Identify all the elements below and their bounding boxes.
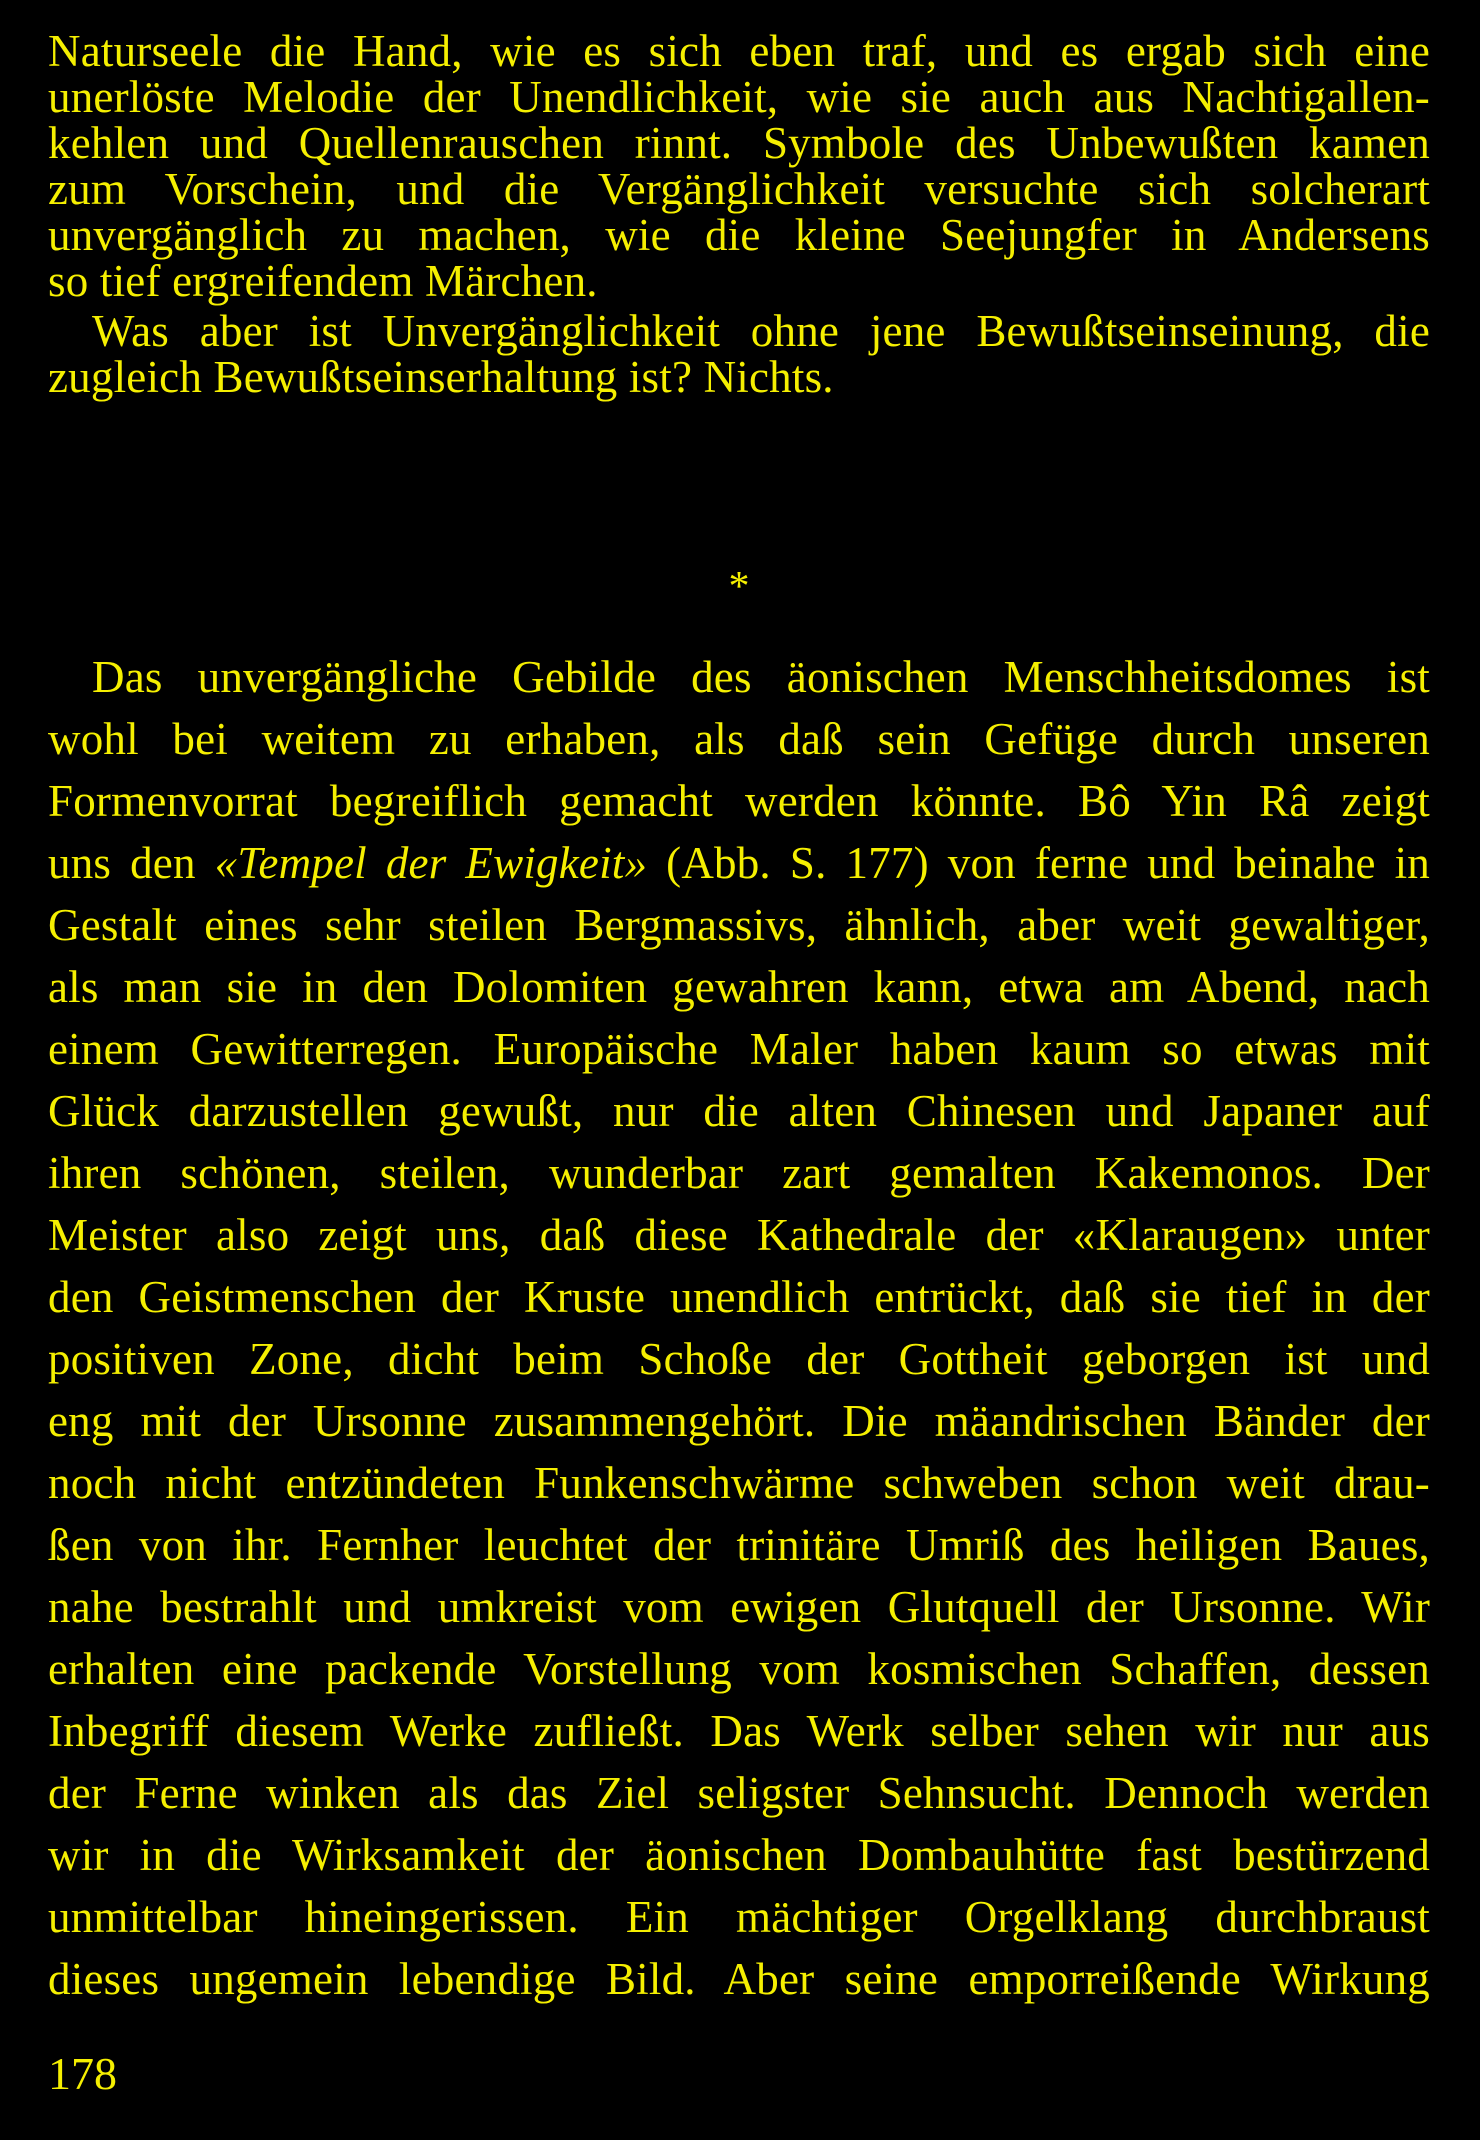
text-line: als man sie in den Dolomiten gewahren kann, etwa am Abend, nach [48,962,1430,1012]
text-line: so tief ergreifendem Märchen. [48,256,598,306]
text-line: positiven Zone, dicht beim Schoße der Gottheit geborgen ist und [48,1334,1430,1384]
text-line: der Ferne winken als das Ziel seligster Sehnsucht. Dennoch werden [48,1768,1430,1818]
text-segment: uns den [48,838,215,888]
text-line: dieses ungemein lebendige Bild. Aber seine emporreißende Wirkung [48,1954,1430,2004]
text-line: kehlen und Quellenrauschen rinnt. Symbole des Unbewußten kamen [48,118,1430,168]
text-line: unmittelbar hineingerissen. Ein mächtiger Orgelklang durchbraust [48,1892,1430,1942]
text-line: zugleich Bewußtseinserhaltung ist? Nichts. [48,352,834,402]
text-line: Gestalt eines sehr steilen Bergmassivs, ähnlich, aber weit gewaltiger, [48,900,1430,950]
page-number: 178 [48,2048,117,2099]
text-line: wohl bei weitem zu erhaben, als daß sein Gefüge durch unseren [48,714,1430,764]
text-line: unvergänglich zu machen, wie die kleine Seejungfer in Andersens [48,210,1430,260]
text-line: ßen von ihr. Fernher leuchtet der trinitäre Umriß des heiligen Baues, [48,1520,1430,1570]
text-line: zum Vorschein, und die Vergänglichkeit versuchte sich solcherart [48,164,1430,214]
text-line: Naturseele die Hand, wie es sich eben traf, und es ergab sich eine [48,26,1430,76]
text-line: einem Gewitterregen. Europäische Maler haben kaum so etwas mit [48,1024,1430,1074]
text-segment: (Abb. S. 177) von ferne und beinahe in [647,838,1430,888]
artwork-title: «Tempel der Ewigkeit» [214,838,648,888]
text-line: Inbegriff diesem Werke zufließt. Das Werk selber sehen wir nur aus [48,1706,1430,1756]
text-line: Was aber ist Unvergänglichkeit ohne jene Bewußtseinseinung, die [92,306,1430,356]
text-line: Glück darzustellen gewußt, nur die alten Chinesen und Japaner auf [48,1086,1430,1136]
text-line: eng mit der Ursonne zusammengehört. Die mäandrischen Bänder der [48,1396,1430,1446]
text-line: den Geistmenschen der Kruste unendlich entrückt, daß sie tief in der [48,1272,1430,1322]
text-line: noch nicht entzündeten Funkenschwärme schweben schon weit drau- [48,1458,1430,1508]
section-separator: * [728,564,750,610]
text-line: Das unvergängliche Gebilde des äonischen Menschheitsdomes ist [92,652,1430,702]
text-line: Meister also zeigt uns, daß diese Kathedrale der «Klaraugen» unter [48,1210,1430,1260]
text-line: unerlöste Melodie der Unendlichkeit, wie sie auch aus Nachtigallen- [48,72,1430,122]
text-line: nahe bestrahlt und umkreist vom ewigen Glutquell der Ursonne. Wir [48,1582,1430,1632]
text-line: Formenvorrat begreiflich gemacht werden könnte. Bô Yin Râ zeigt [48,776,1430,826]
text-line: ihren schönen, steilen, wunderbar zart gemalten Kakemonos. Der [48,1148,1430,1198]
text-line-with-title [48,832,1430,894]
text-line: erhalten eine packende Vorstellung vom kosmischen Schaffen, dessen [48,1644,1430,1694]
text-line: wir in die Wirksamkeit der äonischen Dombauhütte fast bestürzend [48,1830,1430,1880]
